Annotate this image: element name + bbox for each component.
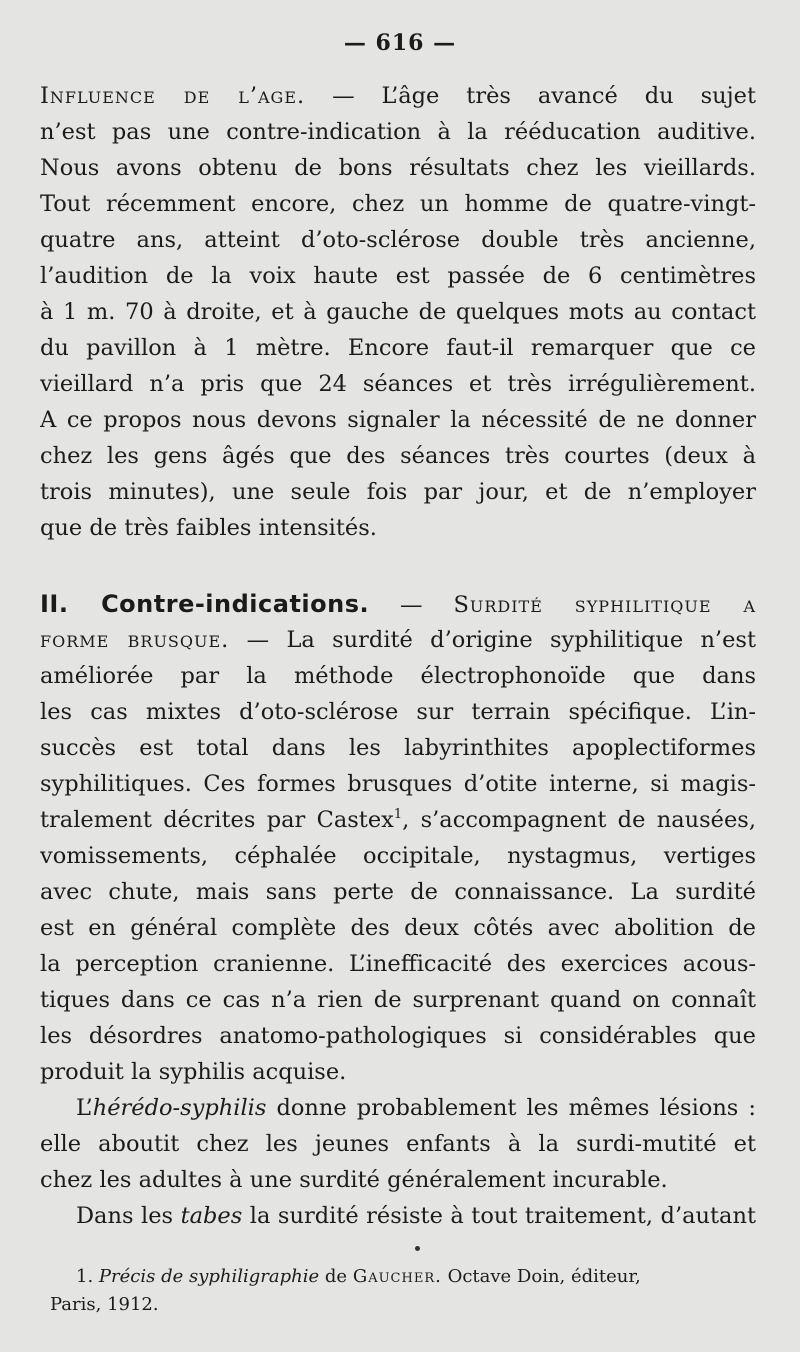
body-line: avec chute, mais sans perte de connaissance. La surdité	[40, 879, 756, 905]
body-line: quatre ans, atteint d’oto-sclérose double très ancienne,	[40, 227, 756, 253]
castex-line	[40, 802, 756, 838]
heredo-prefix: L’	[76, 1095, 93, 1121]
body-line: les cas mixtes d’oto-sclérose sur terrain spécifique. L’in-	[40, 699, 756, 725]
heredo-paragraph-start	[40, 1090, 756, 1126]
footnote	[50, 1263, 762, 1319]
footnote-number: 1.	[76, 1266, 94, 1287]
body-line: les désordres anatomo-pathologiques si considérables que	[40, 1023, 756, 1049]
section1-line1-text: L’âge très avancé du sujet	[381, 83, 756, 109]
heredo-term: hérédo-syphilis	[92, 1095, 267, 1121]
body-line-last: chez les adultes à une surdité généralement incurable.	[40, 1167, 668, 1193]
castex-text-before: tralement décrites par Castex	[40, 807, 394, 833]
body-line: tiques dans ce cas n’a rien de surprenant quand on connaît	[40, 987, 756, 1013]
body-line: elle aboutit chez les jeunes enfants à la surdi-mutité et	[40, 1131, 756, 1157]
section2-dash: —	[400, 592, 423, 618]
heredo-rest: donne probablement les mêmes lésions :	[266, 1095, 756, 1121]
body-line: améliorée par la méthode électrophonoïde que dans	[40, 663, 756, 689]
tabes-paragraph-start	[40, 1198, 756, 1234]
body-line: succès est total dans les labyrinthites apoplectiformes	[40, 735, 756, 761]
section-influence-age	[40, 78, 756, 546]
body-line-last: produit la syphilis acquise.	[40, 1059, 347, 1085]
body-line: chez les gens âgés que des séances très courtes (deux à	[40, 443, 756, 469]
tabes-prefix: Dans les	[76, 1203, 181, 1229]
footnote-publisher: Octave Doin, éditeur,	[447, 1266, 641, 1287]
body-line: vieillard n’a pris que 24 séances et très irrégulièrement.	[40, 371, 756, 397]
section1-heading: Influence de l’age.	[40, 83, 306, 109]
footnote-ref: 1	[393, 807, 403, 822]
body-line: est en général complète des deux côtés avec abolition de	[40, 915, 756, 941]
section-contre-indications	[40, 586, 756, 1234]
section2-subheading: Surdité syphilitique a	[453, 592, 756, 618]
tabes-rest: la surdité résiste à tout traitement, d’autant	[242, 1203, 756, 1229]
body-line: n’est pas une contre-indication à la rééducation auditive.	[40, 119, 756, 145]
body-line: Tout récemment encore, chez un homme de quatre-vingt-	[40, 191, 756, 217]
body-line: l’audition de la voix haute est passée de 6 centimètres	[40, 263, 756, 289]
section2-line2-text: La surdité d’origine syphilitique n’est	[286, 627, 756, 653]
section2-heading: II. Contre-indications.	[40, 590, 370, 618]
body-line-last: que de très faibles intensités.	[40, 515, 377, 541]
footnote-line-1	[50, 1263, 762, 1291]
footnote-de: de	[324, 1266, 348, 1287]
page-number: — 616 —	[343, 30, 457, 56]
section2-first-line	[40, 586, 756, 622]
body-line: à 1 m. 70 à droite, et à gauche de quelques mots au contact	[40, 299, 756, 325]
footnote-line-2: Paris, 1912.	[50, 1294, 159, 1315]
footnote-separator-dot	[415, 1246, 420, 1251]
footnote-author: Gaucher.	[352, 1266, 442, 1287]
section2-subheading-cont: forme brusque.	[40, 627, 230, 653]
body-line: du pavillon à 1 mètre. Encore faut-il remarquer que ce	[40, 335, 756, 361]
body-line: trois minutes), une seule fois par jour, et de n’employer	[40, 479, 756, 505]
body-line: syphilitiques. Ces formes brusques d’otite interne, si magis-	[40, 771, 756, 797]
section1-first-line	[40, 78, 756, 114]
footnote-title: Précis de syphiligraphie	[98, 1266, 320, 1287]
body-line: vomissements, céphalée occipitale, nystagmus, vertiges	[40, 843, 756, 869]
body-line: la perception cranienne. L’inefficacité des exercices acous-	[40, 951, 756, 977]
section2-dash-2: —	[246, 627, 270, 653]
section2-second-line	[40, 622, 756, 658]
section1-dash: —	[332, 83, 355, 109]
body-line: Nous avons obtenu de bons résultats chez les vieillards.	[40, 155, 756, 181]
body-line: A ce propos nous devons signaler la nécessité de ne donner	[40, 407, 756, 433]
castex-text-after: , s’accompagnent de nausées,	[402, 807, 756, 833]
tabes-term: tabes	[180, 1203, 243, 1229]
